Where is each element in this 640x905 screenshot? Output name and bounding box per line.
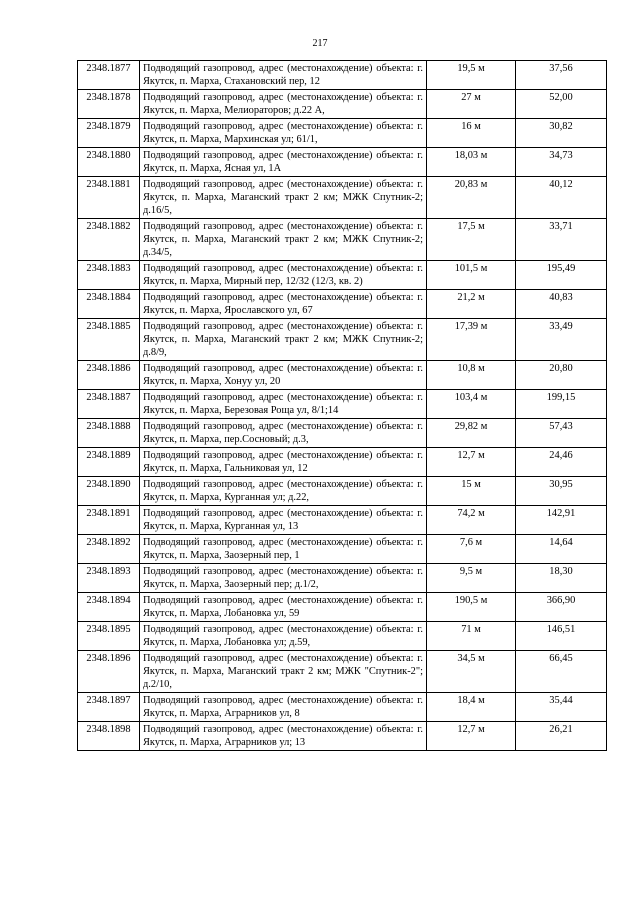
row-number-cell: 2348.1889 bbox=[78, 448, 140, 477]
object-description-cell: Подводящий газопровод, адрес (местонахождение) объекта: г. Якутск, п. Марха, Аграрников ул, 8 bbox=[140, 693, 427, 722]
table-row bbox=[78, 61, 607, 90]
object-description-cell: Подводящий газопровод, адрес (местонахождение) объекта: г. Якутск, п. Марха, Березовая Роща ул, 8/1;14 bbox=[140, 390, 427, 419]
table-row bbox=[78, 90, 607, 119]
value-cell: 33,49 bbox=[516, 319, 607, 361]
row-number-cell: 2348.1878 bbox=[78, 90, 140, 119]
row-number-cell: 2348.1890 bbox=[78, 477, 140, 506]
value-cell: 40,83 bbox=[516, 290, 607, 319]
row-number-cell: 2348.1885 bbox=[78, 319, 140, 361]
length-cell: 7,6 м bbox=[427, 535, 516, 564]
table-row bbox=[78, 593, 607, 622]
row-number-cell: 2348.1887 bbox=[78, 390, 140, 419]
object-description-cell: Подводящий газопровод, адрес (местонахождение) объекта: г. Якутск, п. Марха, Маганский тракт 2 км; МЖК Спутник-2; д.34/5, bbox=[140, 219, 427, 261]
length-cell: 20,83 м bbox=[427, 177, 516, 219]
length-cell: 17,39 м bbox=[427, 319, 516, 361]
value-cell: 52,00 bbox=[516, 90, 607, 119]
table-row bbox=[78, 448, 607, 477]
table-row bbox=[78, 261, 607, 290]
value-cell: 142,91 bbox=[516, 506, 607, 535]
row-number-cell: 2348.1896 bbox=[78, 651, 140, 693]
length-cell: 19,5 м bbox=[427, 61, 516, 90]
row-number-cell: 2348.1882 bbox=[78, 219, 140, 261]
value-cell: 33,71 bbox=[516, 219, 607, 261]
object-description-cell: Подводящий газопровод, адрес (местонахождение) объекта: г. Якутск, п. Марха, Курганная ул, 13 bbox=[140, 506, 427, 535]
object-description-cell: Подводящий газопровод, адрес (местонахождение) объекта: г. Якутск, п. Марха, Заозерный пер, 1 bbox=[140, 535, 427, 564]
registry-table-body bbox=[78, 61, 607, 751]
value-cell: 366,90 bbox=[516, 593, 607, 622]
value-cell: 34,73 bbox=[516, 148, 607, 177]
length-cell: 18,03 м bbox=[427, 148, 516, 177]
table-row bbox=[78, 148, 607, 177]
table-row bbox=[78, 219, 607, 261]
row-number-cell: 2348.1893 bbox=[78, 564, 140, 593]
object-description-cell: Подводящий газопровод, адрес (местонахождение) объекта: г. Якутск, п. Марха, Гальниковая ул, 12 bbox=[140, 448, 427, 477]
length-cell: 71 м bbox=[427, 622, 516, 651]
length-cell: 12,7 м bbox=[427, 722, 516, 751]
object-description-cell: Подводящий газопровод, адрес (местонахождение) объекта: г. Якутск, п. Марха, Маганский тракт 2 км; МЖК "Спутник-2"; д.2/10, bbox=[140, 651, 427, 693]
length-cell: 21,2 м bbox=[427, 290, 516, 319]
table-row bbox=[78, 535, 607, 564]
value-cell: 146,51 bbox=[516, 622, 607, 651]
object-description-cell: Подводящий газопровод, адрес (местонахождение) объекта: г. Якутск, п. Марха, Аграрников ул; 13 bbox=[140, 722, 427, 751]
table-row bbox=[78, 651, 607, 693]
length-cell: 15 м bbox=[427, 477, 516, 506]
row-number-cell: 2348.1877 bbox=[78, 61, 140, 90]
length-cell: 101,5 м bbox=[427, 261, 516, 290]
object-description-cell: Подводящий газопровод, адрес (местонахождение) объекта: г. Якутск, п. Марха, Лобановка ул, 59 bbox=[140, 593, 427, 622]
row-number-cell: 2348.1881 bbox=[78, 177, 140, 219]
value-cell: 66,45 bbox=[516, 651, 607, 693]
object-description-cell: Подводящий газопровод, адрес (местонахождение) объекта: г. Якутск, п. Марха, пер.Сосновый; д.3, bbox=[140, 419, 427, 448]
object-description-cell: Подводящий газопровод, адрес (местонахождение) объекта: г. Якутск, п. Марха, Маганский тракт 2 км; МЖК Спутник-2; д.16/5, bbox=[140, 177, 427, 219]
length-cell: 27 м bbox=[427, 90, 516, 119]
object-description-cell: Подводящий газопровод, адрес (местонахождение) объекта: г. Якутск, п. Марха, Мирный пер, 12/32 (12/3, кв. 2) bbox=[140, 261, 427, 290]
value-cell: 195,49 bbox=[516, 261, 607, 290]
value-cell: 57,43 bbox=[516, 419, 607, 448]
row-number-cell: 2348.1892 bbox=[78, 535, 140, 564]
row-number-cell: 2348.1891 bbox=[78, 506, 140, 535]
value-cell: 37,56 bbox=[516, 61, 607, 90]
value-cell: 18,30 bbox=[516, 564, 607, 593]
object-description-cell: Подводящий газопровод, адрес (местонахождение) объекта: г. Якутск, п. Марха, Стахановский пер, 12 bbox=[140, 61, 427, 90]
table-row bbox=[78, 622, 607, 651]
value-cell: 20,80 bbox=[516, 361, 607, 390]
length-cell: 17,5 м bbox=[427, 219, 516, 261]
row-number-cell: 2348.1886 bbox=[78, 361, 140, 390]
registry-table bbox=[77, 60, 607, 751]
page-number: 217 bbox=[312, 38, 328, 49]
table-row bbox=[78, 722, 607, 751]
object-description-cell: Подводящий газопровод, адрес (местонахождение) объекта: г. Якутск, п. Марха, Мелиораторов; д.22 А, bbox=[140, 90, 427, 119]
object-description-cell: Подводящий газопровод, адрес (местонахождение) объекта: г. Якутск, п. Марха, Курганная ул; д.22, bbox=[140, 477, 427, 506]
row-number-cell: 2348.1897 bbox=[78, 693, 140, 722]
row-number-cell: 2348.1883 bbox=[78, 261, 140, 290]
row-number-cell: 2348.1880 bbox=[78, 148, 140, 177]
length-cell: 9,5 м bbox=[427, 564, 516, 593]
length-cell: 103,4 м bbox=[427, 390, 516, 419]
value-cell: 199,15 bbox=[516, 390, 607, 419]
object-description-cell: Подводящий газопровод, адрес (местонахождение) объекта: г. Якутск, п. Марха, Ясная ул, 1А bbox=[140, 148, 427, 177]
length-cell: 190,5 м bbox=[427, 593, 516, 622]
table-row bbox=[78, 177, 607, 219]
length-cell: 34,5 м bbox=[427, 651, 516, 693]
table-row bbox=[78, 564, 607, 593]
value-cell: 35,44 bbox=[516, 693, 607, 722]
object-description-cell: Подводящий газопровод, адрес (местонахождение) объекта: г. Якутск, п. Марха, Заозерный пер; д.1/2, bbox=[140, 564, 427, 593]
value-cell: 30,82 bbox=[516, 119, 607, 148]
table-row bbox=[78, 506, 607, 535]
object-description-cell: Подводящий газопровод, адрес (местонахождение) объекта: г. Якутск, п. Марха, Маганский тракт 2 км; МЖК Спутник-2; д.8/9, bbox=[140, 319, 427, 361]
table-row bbox=[78, 361, 607, 390]
table-row bbox=[78, 290, 607, 319]
value-cell: 14,64 bbox=[516, 535, 607, 564]
object-description-cell: Подводящий газопровод, адрес (местонахождение) объекта: г. Якутск, п. Марха, Хонуу ул, 20 bbox=[140, 361, 427, 390]
value-cell: 40,12 bbox=[516, 177, 607, 219]
table-row bbox=[78, 119, 607, 148]
value-cell: 26,21 bbox=[516, 722, 607, 751]
table-row bbox=[78, 319, 607, 361]
object-description-cell: Подводящий газопровод, адрес (местонахождение) объекта: г. Якутск, п. Марха, Мархинская ул; 61/1, bbox=[140, 119, 427, 148]
length-cell: 74,2 м bbox=[427, 506, 516, 535]
length-cell: 12,7 м bbox=[427, 448, 516, 477]
object-description-cell: Подводящий газопровод, адрес (местонахождение) объекта: г. Якутск, п. Марха, Ярославского ул, 67 bbox=[140, 290, 427, 319]
row-number-cell: 2348.1879 bbox=[78, 119, 140, 148]
table-row bbox=[78, 390, 607, 419]
value-cell: 24,46 bbox=[516, 448, 607, 477]
value-cell: 30,95 bbox=[516, 477, 607, 506]
row-number-cell: 2348.1898 bbox=[78, 722, 140, 751]
length-cell: 10,8 м bbox=[427, 361, 516, 390]
table-row bbox=[78, 693, 607, 722]
table-row bbox=[78, 477, 607, 506]
object-description-cell: Подводящий газопровод, адрес (местонахождение) объекта: г. Якутск, п. Марха, Лобановка ул; д.59, bbox=[140, 622, 427, 651]
row-number-cell: 2348.1884 bbox=[78, 290, 140, 319]
length-cell: 18,4 м bbox=[427, 693, 516, 722]
row-number-cell: 2348.1888 bbox=[78, 419, 140, 448]
length-cell: 16 м bbox=[427, 119, 516, 148]
table-row bbox=[78, 419, 607, 448]
row-number-cell: 2348.1894 bbox=[78, 593, 140, 622]
length-cell: 29,82 м bbox=[427, 419, 516, 448]
row-number-cell: 2348.1895 bbox=[78, 622, 140, 651]
